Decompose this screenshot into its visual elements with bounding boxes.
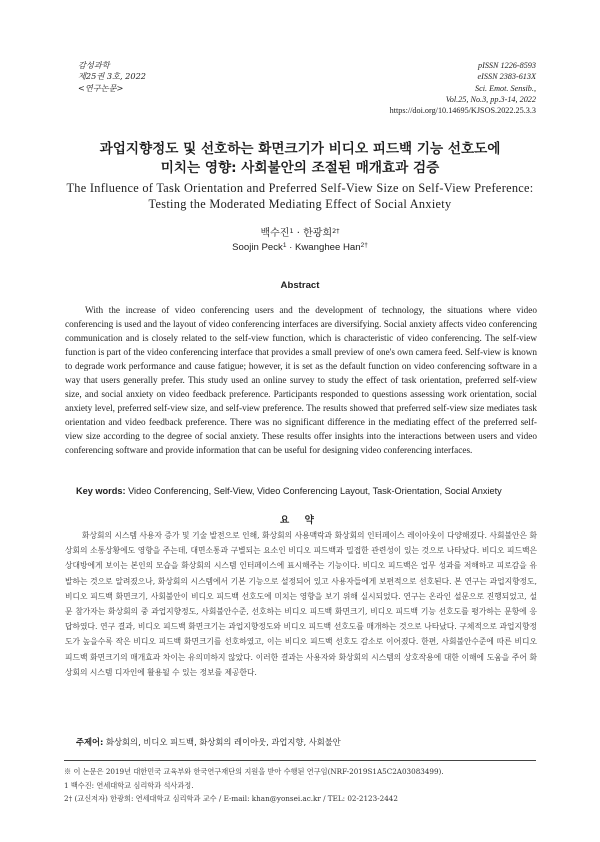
keywords-list: Video Conferencing, Self-View, Video Conferencing Layout, Task-Orientation, Social Anxiety: [128, 486, 502, 496]
journal-name-ko: 감성과학: [78, 60, 110, 70]
footnote-divider: [64, 760, 536, 761]
journal-volume-en: Vol.25, No.3, pp.3-14, 2022: [445, 94, 536, 104]
journal-volume-ko: 제25권 3호, 2022: [78, 71, 146, 82]
eissn: eISSN 2383-613X: [477, 72, 536, 82]
footnote-author2: 2† (교신저자) 한광희: 연세대학교 심리학과 교수 / E-mail: khan@yonsei.ac.kr / TEL: 02-2123-2442: [64, 794, 398, 803]
author-en-1-mark: 1: [282, 242, 287, 249]
author-en-2: Kwanghee Han: [294, 242, 361, 253]
author-ko-2: 한광희: [303, 228, 333, 239]
title-english: [40, 181, 560, 212]
title-korean: [40, 140, 560, 178]
keywords-ko-list: 화상회의, 비디오 피드백, 화상회의 레이아웃, 과업지향, 사회불안: [106, 737, 341, 747]
authors-english: [0, 242, 600, 253]
summary-text: 화상회의 시스템 사용자 증가 및 기술 발전으로 인해, 화상회의 사용맥락과 화상회의 인터페이스 레이아웃이 다양해졌다. 사회불안은 화상회의 소통상황에도 영향을 주는데, 대면소통과 구별되는 요소인 비디오 피드백과 밀접한 관련성이 있는 것으로 나타났다. 비디오 피드백은 상대방에게 보이는 본인의 모습을 화상회의 시스템 인터페이스에 표시해주는 기능이다. 비디오 피드백은 업무 성과를 저해하고 피로감을 유발하는 것으로 알려졌으나, 화상회의 시스템에서 기본 기능으로 설정되어 있고 사용자들에게 보편적으로 선호된다. 본 연구는 과업지향정도, 비디오 피드백 화면크기, 사회불안이 비디오 피드백 선호도에 미치는 영향을 보기 위해 실시되었다. 연구는 온라인 설문으로 진행되었고, 설문 참가자는 화상회의 중 과업지향정도, 사회불안수준, 선호하는 비디오 피드백 화면크기, 비디오 피드백 기능 선호도를 평가하는 문항에 응답하였다. 연구 결과, 비디오 피드백 화면크기는 과업지향정도와 비디오 피드백 선호도를 매개하는 것으로 나타났다. 구체적으로 과업지향정도가 높을수록 작은 비디오 피드백 화면크기를 선호하였고, 이는 비디오 피드백 선호도 감소로 이어졌다. 한편, 사회불안수준에 따른 비디오 피드백 화면크기의 매개효과 차이는 유의미하지 않았다. 이러한 결과는 사용자와 화상회의 시스템의 상호작용에 대한 이해에 도움을 주어 화상회의 시스템 디자인에 활용될 수 있는 정보를 제공한다.: [65, 531, 537, 677]
keywords-ko: [76, 736, 341, 748]
footnote-funding: ※ 이 논문은 2019년 대한민국 교육부와 한국연구재단의 지원을 받아 수행된 연구임(NRF-2019S1A5C2A03083499).: [64, 767, 444, 776]
abstract-text: With the increase of video conferencing users and the development of technology, the situations where video conferencing is used and the layout of video conferencing interfaces are diversifying. Social anxiety affects video conferencing communication and is closely related to the self-view function, which is characteristic of video conferencing. The self-view function is part of the video conferencing interface that provides a small preview of one's own camera feed. Self-view is known to degrade work performance and cause fatigue; however, it is set as the default function on video conferencing software in a way that users generally prefer. This study used an online survey to study the effect of task orientation, preferred self-view size, and social anxiety on video feedback preference. Participants responded to questions assessing work orientation, social anxiety level, preferred self-view size, and self-view preference. The results showed that preferred self-view size mediates task orientation and video feedback preference. There was no significant difference in the mediating effect of the preferred self-view size according to the degree of social anxiety. These results offer insights into the interactions between users and video conferencing software and provide information that can be useful for designing video conferencing interfaces.: [65, 306, 537, 457]
author-ko-1: 백수진: [260, 228, 290, 239]
journal-name-en: Sci. Emot. Sensib.,: [475, 83, 536, 93]
pissn: pISSN 1226-8593: [478, 61, 536, 70]
title-ko-line2: 미치는 영향: 사회불안의 조절된 매개효과 검증: [160, 160, 440, 176]
journal-header-left: [78, 60, 146, 94]
authors-korean: [0, 224, 600, 239]
paper-type: <연구논문>: [78, 82, 124, 93]
keywords-label: Key words:: [76, 486, 126, 496]
author-en-1: Soojin Peck: [232, 242, 283, 253]
title-en-line1: The Influence of Task Orientation and Preferred Self-View Size on Self-View Preference:: [66, 181, 534, 195]
journal-header-right: [390, 60, 536, 116]
author-ko-2-mark: 2†: [332, 227, 340, 235]
footnote-author1: 1 백수진: 연세대학교 심리학과 석사과정.: [64, 780, 194, 790]
author-separator-en: ·: [286, 242, 295, 253]
author-en-2-mark: 2†: [360, 242, 368, 249]
summary-heading: 요 약: [280, 515, 320, 526]
author-separator: ·: [293, 228, 304, 239]
keywords-ko-label: 주제어:: [76, 737, 104, 747]
doi-link[interactable]: https://doi.org/10.14695/KJSOS.2022.25.3.3: [389, 106, 536, 116]
title-en-line2: Testing the Moderated Mediating Effect of Social Anxiety: [148, 196, 452, 211]
title-ko-line1: 과업지향정도 및 선호하는 화면크기가 비디오 피드백 기능 선호도에: [99, 141, 501, 157]
keywords-en: [76, 486, 546, 496]
abstract-heading: Abstract: [280, 280, 320, 291]
author-ko-1-mark: 1: [289, 227, 294, 235]
footnotes: [64, 765, 544, 806]
